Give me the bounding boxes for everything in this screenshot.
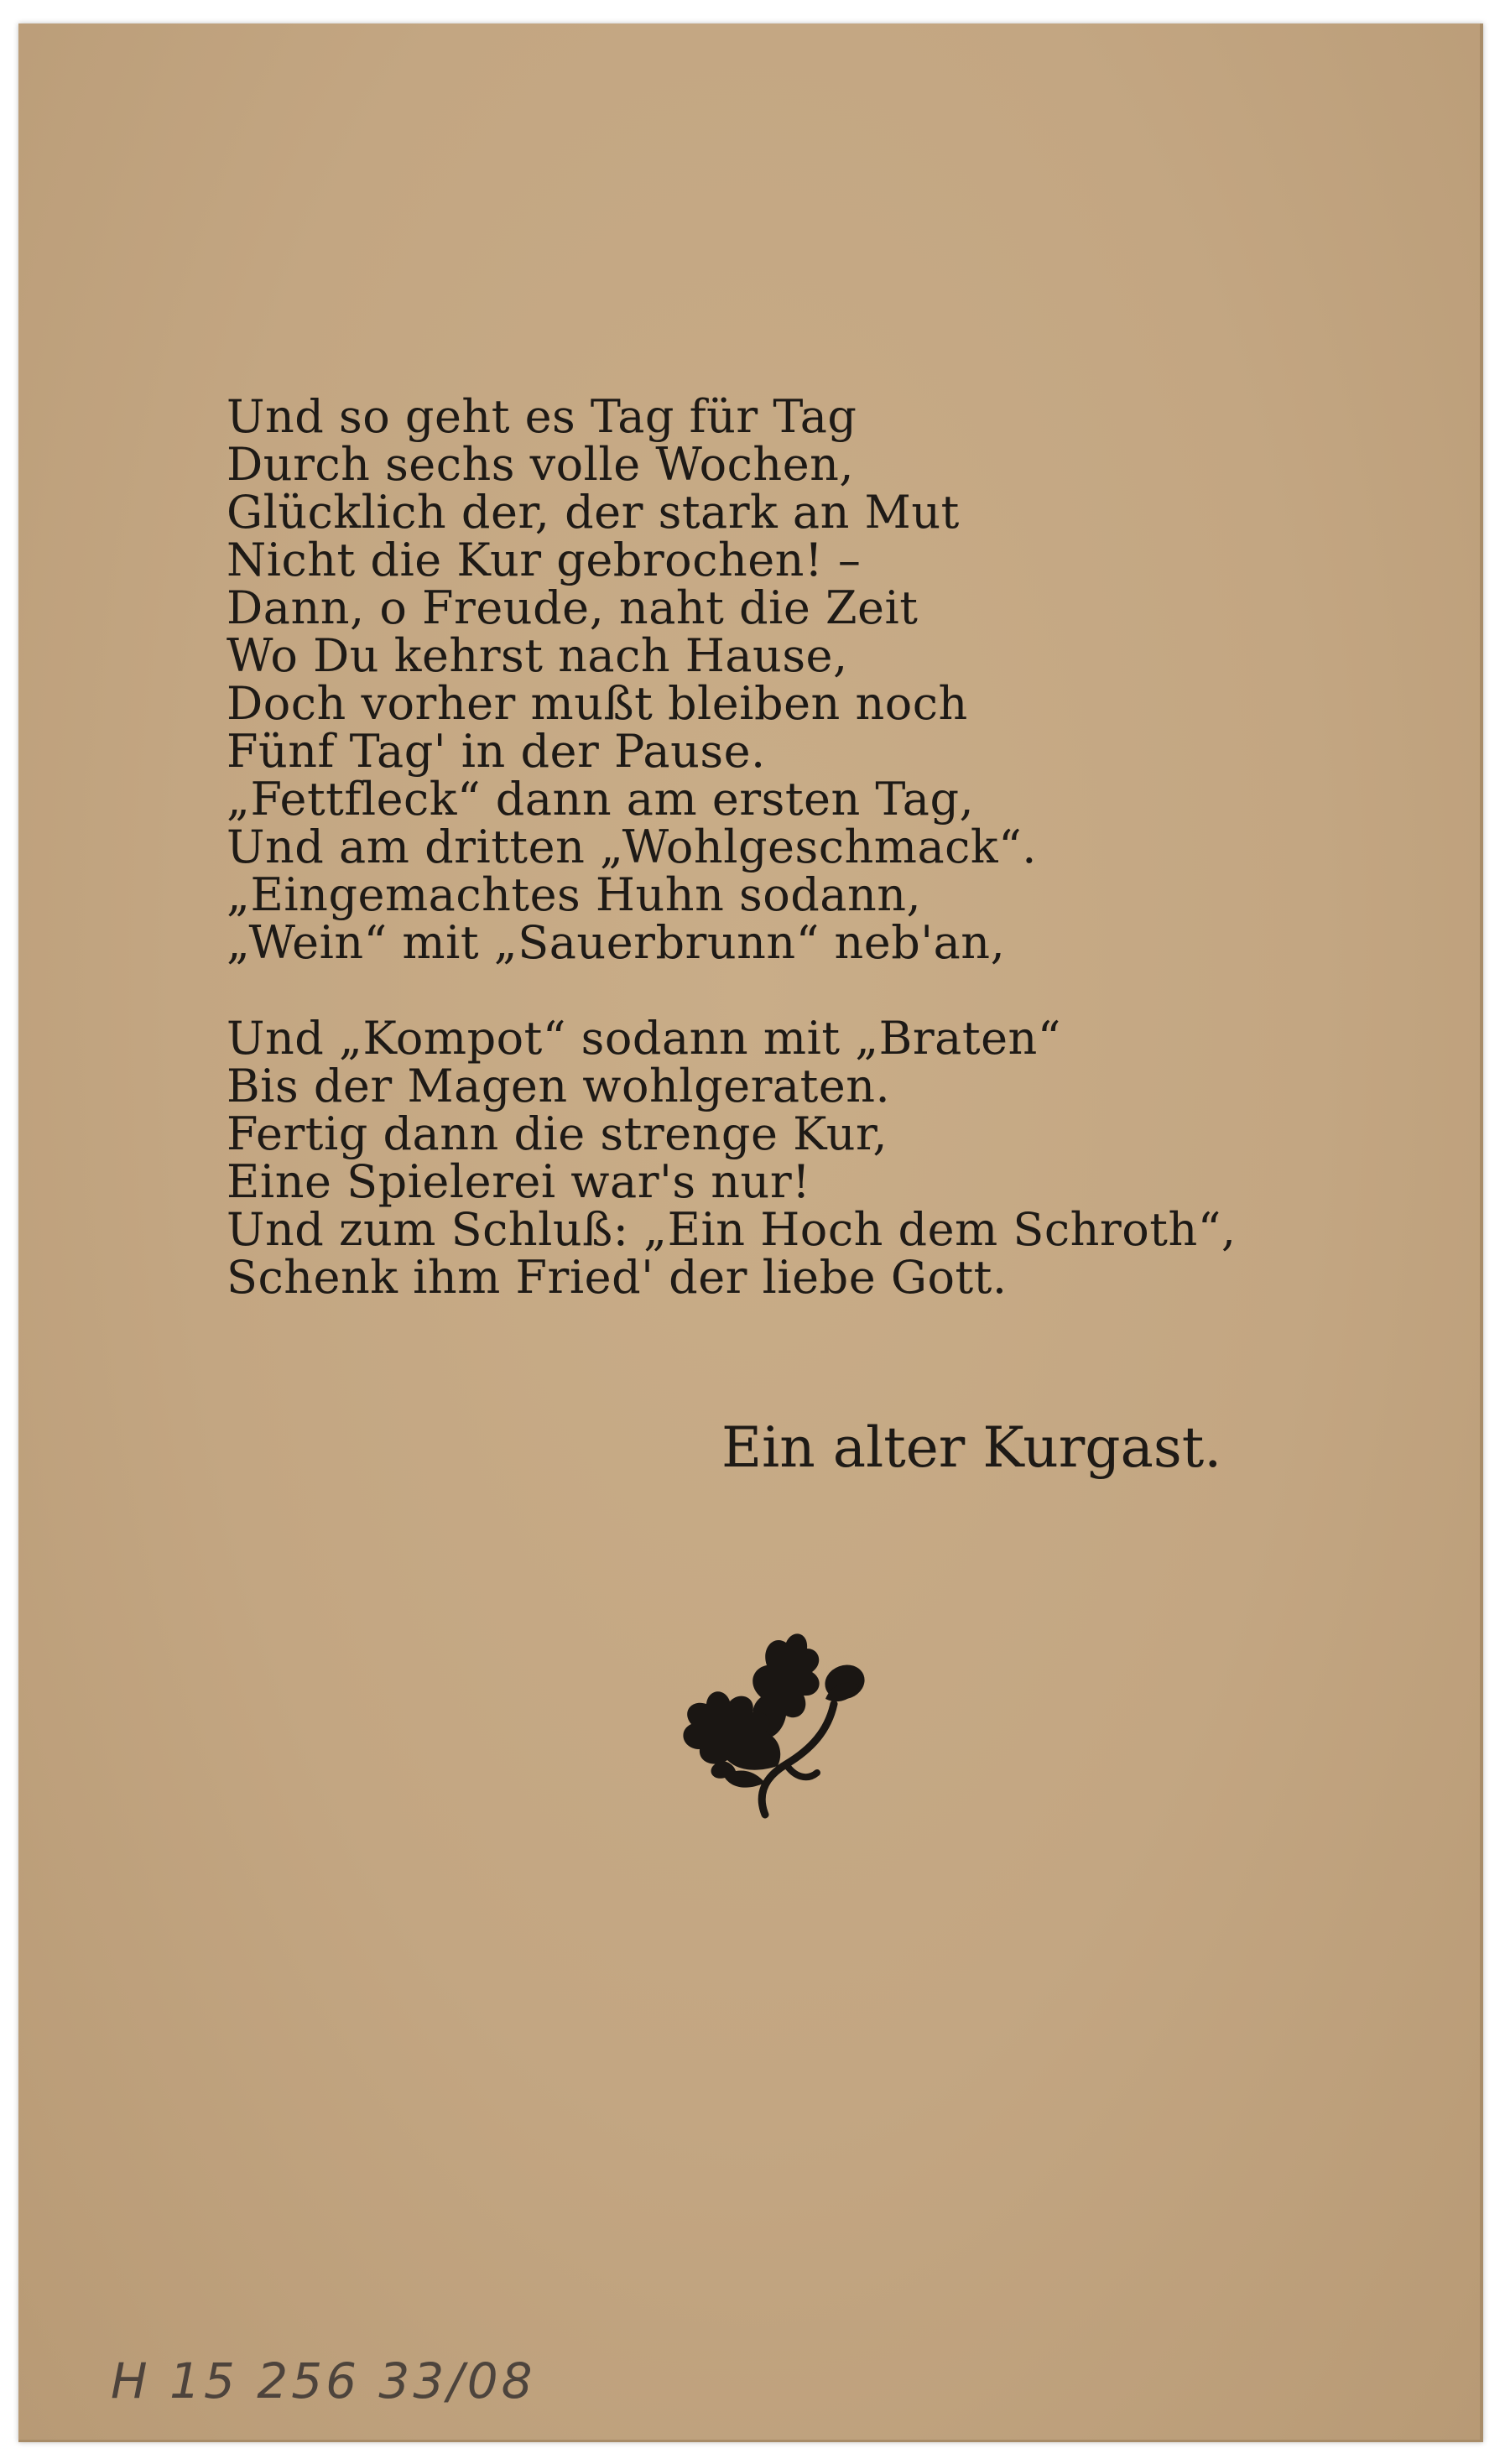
poem-line: Fertig dann die strenge Kur,	[227, 1107, 888, 1160]
poem-line: Wo Du kehrst nach Hause,	[227, 629, 848, 682]
poem-line: Doch vorher mußt bleiben noch	[227, 677, 968, 730]
stanza-gap	[227, 966, 1317, 1014]
signature: Ein alter Kurgast.	[721, 1415, 1222, 1480]
poem-line: Glücklich der, der stark an Mut	[227, 486, 960, 539]
poem-line: „Eingemachtes Huhn sodann,	[227, 868, 922, 921]
poem-line: „Fettfleck“ dann am ersten Tag,	[227, 773, 975, 826]
poem-line: Und „Kompot“ sodann mit „Braten“	[227, 1012, 1061, 1065]
poem-line: Nicht die Kur gebrochen! –	[227, 534, 862, 586]
poem-line: Und so geht es Tag für Tag	[227, 390, 857, 443]
poem-line: Bis der Magen wohlgeraten.	[227, 1060, 891, 1112]
oak-leaf-acorn-icon	[639, 1605, 883, 1823]
poem-line: Schenk ihm Fried' der liebe Gott.	[227, 1251, 1008, 1304]
poem-line: Und zum Schluß: „Ein Hoch dem Schroth“,	[227, 1203, 1237, 1256]
poem-line: Fünf Tag' in der Pause.	[227, 725, 766, 778]
poem-line: Eine Spielerei war's nur!	[227, 1155, 811, 1208]
poem-line: Dann, o Freude, naht die Zeit	[227, 581, 919, 634]
poem-line: Und am dritten „Wohlgeschmack“.	[227, 820, 1037, 873]
poem-text	[227, 390, 1317, 1304]
poem-line: „Wein“ mit „Sauerbrunn“ neb'an,	[227, 916, 1006, 969]
archive-shelfmark: H 15 256 33/08	[111, 2352, 536, 2409]
document-page	[18, 23, 1483, 2442]
poem-line: Durch sechs volle Wochen,	[227, 438, 855, 491]
